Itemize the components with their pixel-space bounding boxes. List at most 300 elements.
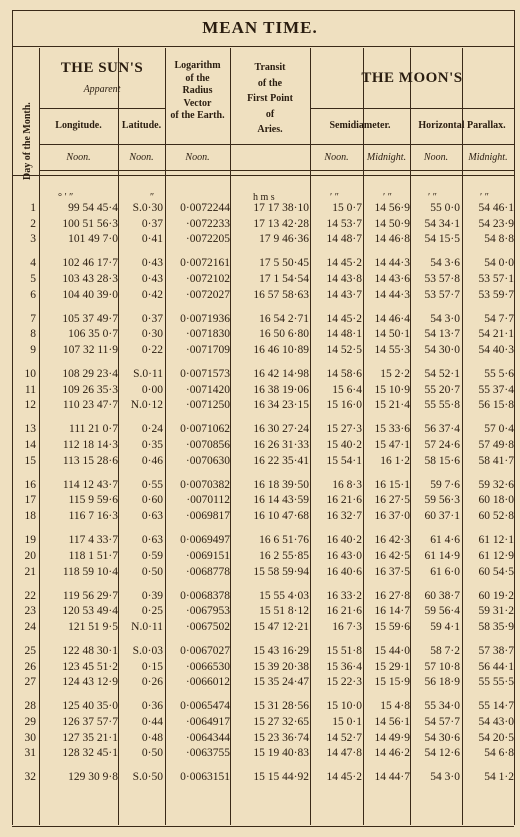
latitude-cell: S.0·11 [133,368,163,381]
par-noon-cell: 54 3·0 [430,771,460,784]
par-noon-cell: 54 52·1 [424,368,460,381]
semi-noon-cell: 16 32·7 [326,510,362,523]
log-radius-cell: 0·0065474 [180,700,230,713]
par-mid-cell: 57 49·8 [478,439,514,452]
semi-noon-cell: 15 0·7 [332,202,362,214]
log-radius-cell: ·0064917 [185,715,230,728]
par-noon-cell: 60 38·7 [424,589,460,602]
frame-left [12,10,13,825]
semi-mid-cell: 14 46·2 [374,747,410,760]
par-mid-cell: 61 12·9 [478,549,514,562]
par-noon-cell: 61 6·0 [430,565,460,578]
par-mid-cell: 61 12·1 [478,534,514,547]
semi-mid-cell: 16 15·1 [374,478,410,491]
par-noon-cell: 55 34·0 [424,700,460,713]
par-mid-cell: 54 46·1 [478,202,514,214]
log-radius-cell: 0·0070382 [180,478,230,491]
par-noon-cell: 54 15·5 [424,233,460,246]
table-row [14,645,518,661]
parallax-header: Horizontal Parallax. [418,120,506,131]
latitude-cell: 0·42 [141,288,163,301]
semi-noon-cell: 14 45·2 [326,771,362,784]
day-cell: 9 [30,344,36,357]
longitude-cell: 117 4 33·7 [68,534,118,547]
transit-cell: 15 23 36·74 [253,731,309,744]
transit-cell: 17 1 54·54 [259,273,309,286]
latitude-cell: 0·37 [141,312,163,325]
table-row [14,344,518,360]
longitude-cell: 128 32 45·1 [62,747,118,760]
par-noon-cell: 59 4·1 [430,620,460,633]
day-cell: 15 [24,454,36,467]
row-group [14,645,518,692]
table-row [14,384,518,400]
table-row [14,289,518,305]
longitude-cell: 118 59 10·4 [62,565,118,578]
table-row [14,423,518,439]
transit-header [230,60,310,138]
semi-mid-cell: 15 33·6 [374,423,410,436]
latitude-cell: 0·46 [141,454,163,467]
transit-cell: 15 27 32·65 [253,715,309,728]
longitude-cell: 129 30 9·8 [68,771,118,784]
par-mid-cell: 54 43·0 [478,715,514,728]
row-group [14,534,518,581]
header-rule [39,170,514,171]
par-mid-cell: 53 59·7 [478,288,514,301]
log-radius-cell: ·0071830 [185,328,230,341]
latitude-cell: 0·60 [141,494,163,507]
table-row [14,233,518,249]
semi-mid-cell: 15 21·4 [374,399,410,412]
transit-cell: 16 34 23·15 [253,399,309,412]
semi-mid-cell: 14 44·7 [374,771,410,784]
day-cell: 19 [24,534,36,547]
transit-cell: 15 43 16·29 [253,644,309,657]
semi-noon-cell: 16 40·6 [326,565,362,578]
log-radius-cell: ·0069151 [185,549,230,562]
latitude-cell: N.0·11 [131,620,163,633]
semi-mid-cell: 14 50·1 [374,328,410,341]
longitude-cell: 110 23 47·7 [62,399,118,412]
semi-noon-cell: 14 45·2 [326,312,362,325]
semi-mid-cell: 16 37·0 [374,510,410,523]
par-mid-cell: 54 0·0 [484,257,514,270]
log-radius-cell: ·0071250 [185,399,230,412]
log-radius-cell: 0·0069497 [180,534,230,547]
almanac-table [14,202,518,795]
par-noon-cell: 56 37·4 [424,423,460,436]
day-cell: 24 [24,620,36,633]
day-cell: 32 [24,771,36,784]
day-of-month-header: Day of the Month. [22,102,33,180]
day-cell: 17 [24,494,36,507]
log-radius-cell: 0·0071936 [180,312,230,325]
row-group [14,479,518,526]
longitude-cell: 107 32 11·9 [62,344,118,357]
semi-noon-units: ′ ″ [330,192,339,203]
day-cell: 6 [30,288,36,301]
par-noon-cell: 54 30·0 [424,344,460,357]
semi-mid-cell: 14 43·6 [374,273,410,286]
semi-noon-cell: 15 36·4 [326,660,362,673]
log-radius-cell: 0·0071062 [180,423,230,436]
par-mid-units: ′ ″ [480,192,489,203]
longitude-cell: 122 48 30·1 [62,644,118,657]
table-row [14,534,518,550]
log-radius-cell: ·0067953 [185,605,230,618]
par-noon-cell: 57 24·6 [424,439,460,452]
midnight-label: Midnight. [468,152,508,163]
transit-cell: 15 58 59·94 [253,565,309,578]
semi-mid-cell: 15 2·2 [380,368,410,381]
table-row [14,661,518,677]
semi-mid-cell: 16 42·5 [374,549,410,562]
noon-label: Noon. [423,152,449,163]
latitude-cell: 0·30 [141,328,163,341]
semi-mid-cell: 15 44·0 [374,644,410,657]
longitude-cell: 111 21 0·7 [69,423,118,436]
log-radius-header [165,60,230,123]
semi-noon-cell: 14 53·7 [326,217,362,230]
title-rule [12,46,514,47]
semi-mid-cell: 16 14·7 [374,605,410,618]
longitude-cell: 126 37 57·7 [62,715,118,728]
semi-mid-cell: 15 15·9 [374,676,410,689]
day-cell: 2 [30,217,36,230]
semi-mid-cell: 14 46·8 [374,233,410,246]
par-mid-cell: 54 23·9 [478,217,514,230]
longitude-cell: 115 9 59·6 [68,494,118,507]
table-row [14,202,518,218]
par-mid-cell: 55 55·5 [478,676,514,689]
log-radius-cell: ·0067502 [185,620,230,633]
par-mid-cell: 54 1·2 [484,771,514,784]
header-rule-double [12,175,514,176]
latitude-cell: 0·41 [141,233,163,246]
day-cell: 29 [24,715,36,728]
table-row [14,273,518,289]
semi-noon-cell: 14 43·7 [326,288,362,301]
semi-noon-cell: 14 43·8 [326,273,362,286]
latitude-cell: 0·59 [141,549,163,562]
par-noon-units: ′ ″ [428,192,437,203]
semi-mid-cell: 14 49·9 [374,731,410,744]
transit-cell: 17 13 42·28 [253,217,309,230]
par-noon-cell: 55 0·0 [430,202,460,214]
longitude-cell: 109 26 35·3 [62,383,118,396]
par-noon-cell: 60 37·1 [424,510,460,523]
longitude-cell: 104 40 39·0 [62,288,118,301]
par-mid-cell: 54 40·3 [478,344,514,357]
semi-noon-cell: 15 40·2 [326,439,362,452]
transit-cell: 16 46 10·89 [253,344,309,357]
row-group [14,590,518,637]
semi-noon-cell: 16 8·3 [332,478,362,491]
longitude-cell: 118 1 51·7 [68,549,118,562]
par-mid-cell: 53 57·1 [478,273,514,286]
par-noon-cell: 54 12·6 [424,747,460,760]
transit-cell: 16 54 2·71 [259,312,309,325]
day-cell: 4 [30,257,36,270]
par-mid-cell: 55 5·6 [484,368,514,381]
latitude-header: Latitude. [121,120,162,131]
day-cell: 3 [30,233,36,246]
longitude-cell: 123 45 51·2 [62,660,118,673]
row-group [14,368,518,415]
semi-mid-cell: 14 55·3 [374,344,410,357]
semi-noon-cell: 15 16·0 [326,399,362,412]
longitude-cell: 119 56 29·7 [62,589,118,602]
log-radius-cell: ·0068778 [185,565,230,578]
par-noon-cell: 59 7·6 [430,478,460,491]
table-row [14,771,518,787]
longitude-cell: 113 15 28·6 [62,454,118,467]
table-row [14,590,518,606]
par-mid-cell: 58 41·7 [478,454,514,467]
par-noon-cell: 58 7·2 [430,644,460,657]
par-noon-cell: 61 4·6 [430,534,460,547]
longitude-cell: 120 53 49·4 [62,605,118,618]
par-noon-cell: 55 55·8 [424,399,460,412]
latitude-cell: 0·43 [141,257,163,270]
par-noon-cell: 54 3·0 [430,312,460,325]
log-radius-cell: ·0070630 [185,454,230,467]
latitude-cell: 0·15 [141,660,163,673]
day-cell: 5 [30,273,36,286]
table-row [14,439,518,455]
par-noon-cell: 53 57·8 [424,273,460,286]
longitude-cell: 99 54 45·4 [68,202,118,214]
transit-cell: 15 55 4·03 [259,589,309,602]
log-radius-cell: 0·0067027 [180,644,230,657]
semi-mid-cell: 15 59·6 [374,620,410,633]
table-row [14,747,518,763]
latitude-cell: 0·37 [141,217,163,230]
day-cell: 7 [30,312,36,325]
par-noon-cell: 61 14·9 [424,549,460,562]
transit-header-line: of [265,108,275,120]
day-cell: 10 [24,368,36,381]
longitude-cell: 100 51 56·3 [62,217,118,230]
sun-header: THE SUN'S [60,60,144,76]
day-cell: 18 [24,510,36,523]
log-radius-cell: ·0072027 [185,288,230,301]
log-radius-cell: ·0063755 [185,747,230,760]
day-cell: 14 [24,439,36,452]
latitude-cell: 0·22 [141,344,163,357]
moon-header: THE MOON'S [361,70,463,86]
semi-noon-cell: 14 48·7 [326,233,362,246]
noon-label: Noon. [66,152,91,163]
row-group [14,700,518,763]
par-noon-cell: 54 3·6 [430,257,460,270]
longitude-cell: 101 49 7·0 [68,233,118,246]
latitude-cell: 0·44 [141,715,163,728]
transit-cell: 16 2 55·85 [259,549,309,562]
latitude-cell: S.0·30 [132,202,163,214]
latitude-cell: 0·26 [141,676,163,689]
par-noon-cell: 53 57·7 [424,288,460,301]
log-header-line: Radius [182,85,213,96]
par-mid-cell: 59 32·6 [478,478,514,491]
transit-cell: 16 6 51·76 [259,534,309,547]
semi-noon-cell: 16 43·0 [326,549,362,562]
par-noon-cell: 55 20·7 [424,383,460,396]
table-row [14,313,518,329]
day-cell: 26 [24,660,36,673]
semi-noon-cell: 15 22·3 [326,676,362,689]
table-row [14,605,518,621]
transit-cell: 16 22 35·41 [253,454,309,467]
table-row [14,218,518,234]
row-group [14,771,518,787]
par-noon-cell: 59 56·4 [424,605,460,618]
log-radius-cell: 0·0072244 [180,202,230,214]
midnight-label: Midnight. [366,152,407,163]
log-radius-cell: ·0072205 [185,233,230,246]
latitude-cell: S.0·03 [132,644,163,657]
transit-cell: 17 9 46·36 [259,233,309,246]
par-noon-cell: 57 10·8 [424,660,460,673]
longitude-cell: 108 29 23·4 [62,368,118,381]
semi-noon-cell: 15 10·0 [326,700,362,713]
semi-noon-cell: 15 54·1 [326,454,362,467]
latitude-cell: 0·35 [141,439,163,452]
semi-mid-cell: 16 37·5 [374,565,410,578]
semi-mid-units: ′ ″ [383,192,392,203]
semi-mid-cell: 14 44·3 [374,257,410,270]
par-mid-cell: 57 38·7 [478,644,514,657]
semi-mid-cell: 14 56·9 [374,202,410,214]
latitude-cell: N.0·12 [130,399,163,412]
longitude-cell: 112 18 14·3 [62,439,118,452]
longitude-cell: 106 35 0·7 [68,328,118,341]
semi-noon-cell: 15 27·3 [326,423,362,436]
semidiameter-header: Semidiameter. [329,120,391,131]
latitude-cell: 0·24 [141,423,163,436]
transit-header-line: Aries. [257,124,283,135]
header-rule [310,108,514,109]
log-radius-cell: ·0064344 [185,731,230,744]
par-noon-cell: 54 30·6 [424,731,460,744]
par-noon-cell: 54 34·1 [424,217,460,230]
par-mid-cell: 57 0·4 [484,423,514,436]
day-cell: 8 [30,328,36,341]
transit-cell: 16 38 19·06 [253,383,309,396]
transit-cell: 16 10 47·68 [253,510,309,523]
par-mid-cell: 54 6·8 [484,747,514,760]
par-mid-cell: 55 37·4 [478,383,514,396]
table-row [14,510,518,526]
log-radius-cell: ·0072233 [185,217,230,230]
header-rule [39,108,165,109]
semi-mid-cell: 16 27·5 [374,494,410,507]
header-rule [39,144,514,145]
semi-noon-cell: 14 47·8 [326,747,362,760]
longitude-cell: 125 40 35·0 [62,700,118,713]
par-mid-cell: 54 8·8 [484,233,514,246]
longitude-cell: 114 12 43·7 [62,478,118,491]
day-cell: 28 [24,700,36,713]
table-row [14,550,518,566]
day-cell: 22 [24,589,36,602]
longitude-cell: 124 43 12·9 [62,676,118,689]
par-noon-cell: 56 18·9 [424,676,460,689]
semi-mid-cell: 14 44·3 [374,288,410,301]
semi-noon-cell: 15 6·4 [332,383,362,396]
latitude-cell: 0·25 [141,605,163,618]
transit-cell: 15 15 44·92 [253,771,309,784]
longitude-cell: 121 51 9·5 [68,620,118,633]
transit-header-line: Transit [254,62,286,73]
semi-noon-cell: 16 21·6 [326,494,362,507]
transit-cell: 15 47 12·21 [253,620,309,633]
transit-cell: 16 26 31·33 [253,439,309,452]
day-cell: 27 [24,676,36,689]
log-radius-cell: ·0070856 [185,439,230,452]
latitude-cell: 0·63 [141,510,163,523]
longitude-header: Longitude. [55,120,102,131]
par-mid-cell: 54 21·1 [478,328,514,341]
log-radius-cell: 0·0068378 [180,589,230,602]
par-mid-cell: 58 35·9 [478,620,514,633]
latitude-cell: 0·50 [141,747,163,760]
semi-noon-cell: 15 51·8 [326,644,362,657]
sun-subheader: Apparent [83,84,121,95]
day-cell: 31 [24,747,36,760]
transit-cell: 15 39 20·38 [253,660,309,673]
day-cell: 23 [24,605,36,618]
transit-cell: 17 17 38·10 [253,202,309,214]
day-cell: 25 [24,644,36,657]
log-radius-cell: ·0069817 [185,510,230,523]
latitude-cell: 0·50 [141,565,163,578]
par-mid-cell: 54 20·5 [478,731,514,744]
par-noon-cell: 54 57·7 [424,715,460,728]
par-noon-cell: 58 15·6 [424,454,460,467]
transit-cell: 16 14 43·59 [253,494,309,507]
transit-cell: 17 5 50·45 [259,257,309,270]
log-header-line: of the [185,72,210,84]
semi-noon-cell: 14 48·1 [326,328,362,341]
semi-noon-cell: 16 40·2 [326,534,362,547]
log-header-line: of the Earth. [170,110,225,121]
longitude-cell: 102 46 17·7 [62,257,118,270]
longitude-cell: 105 37 49·7 [62,312,118,325]
page-title: MEAN TIME. [202,18,318,37]
par-mid-cell: 60 54·5 [478,565,514,578]
latitude-cell: 0·63 [141,534,163,547]
table-row [14,328,518,344]
latitude-cell: S.0·50 [132,771,163,784]
log-radius-cell: ·0066530 [185,660,230,673]
semi-noon-cell: 14 52·7 [326,731,362,744]
noon-label: Noon. [324,152,349,163]
longitude-units: ° ′ ″ [58,192,74,203]
semi-noon-cell: 14 45·2 [326,257,362,270]
par-mid-cell: 60 18·0 [478,494,514,507]
par-mid-cell: 60 52·8 [478,510,514,523]
latitude-cell: 0·36 [141,700,163,713]
transit-cell: 15 31 28·56 [253,700,309,713]
latitude-cell: 0·55 [141,478,163,491]
par-mid-cell: 59 31·2 [478,605,514,618]
semi-noon-cell: 14 58·6 [326,368,362,381]
log-header-line: Vector [183,97,212,109]
latitude-cell: 0·00 [141,383,163,396]
par-mid-cell: 54 7·7 [484,312,514,325]
